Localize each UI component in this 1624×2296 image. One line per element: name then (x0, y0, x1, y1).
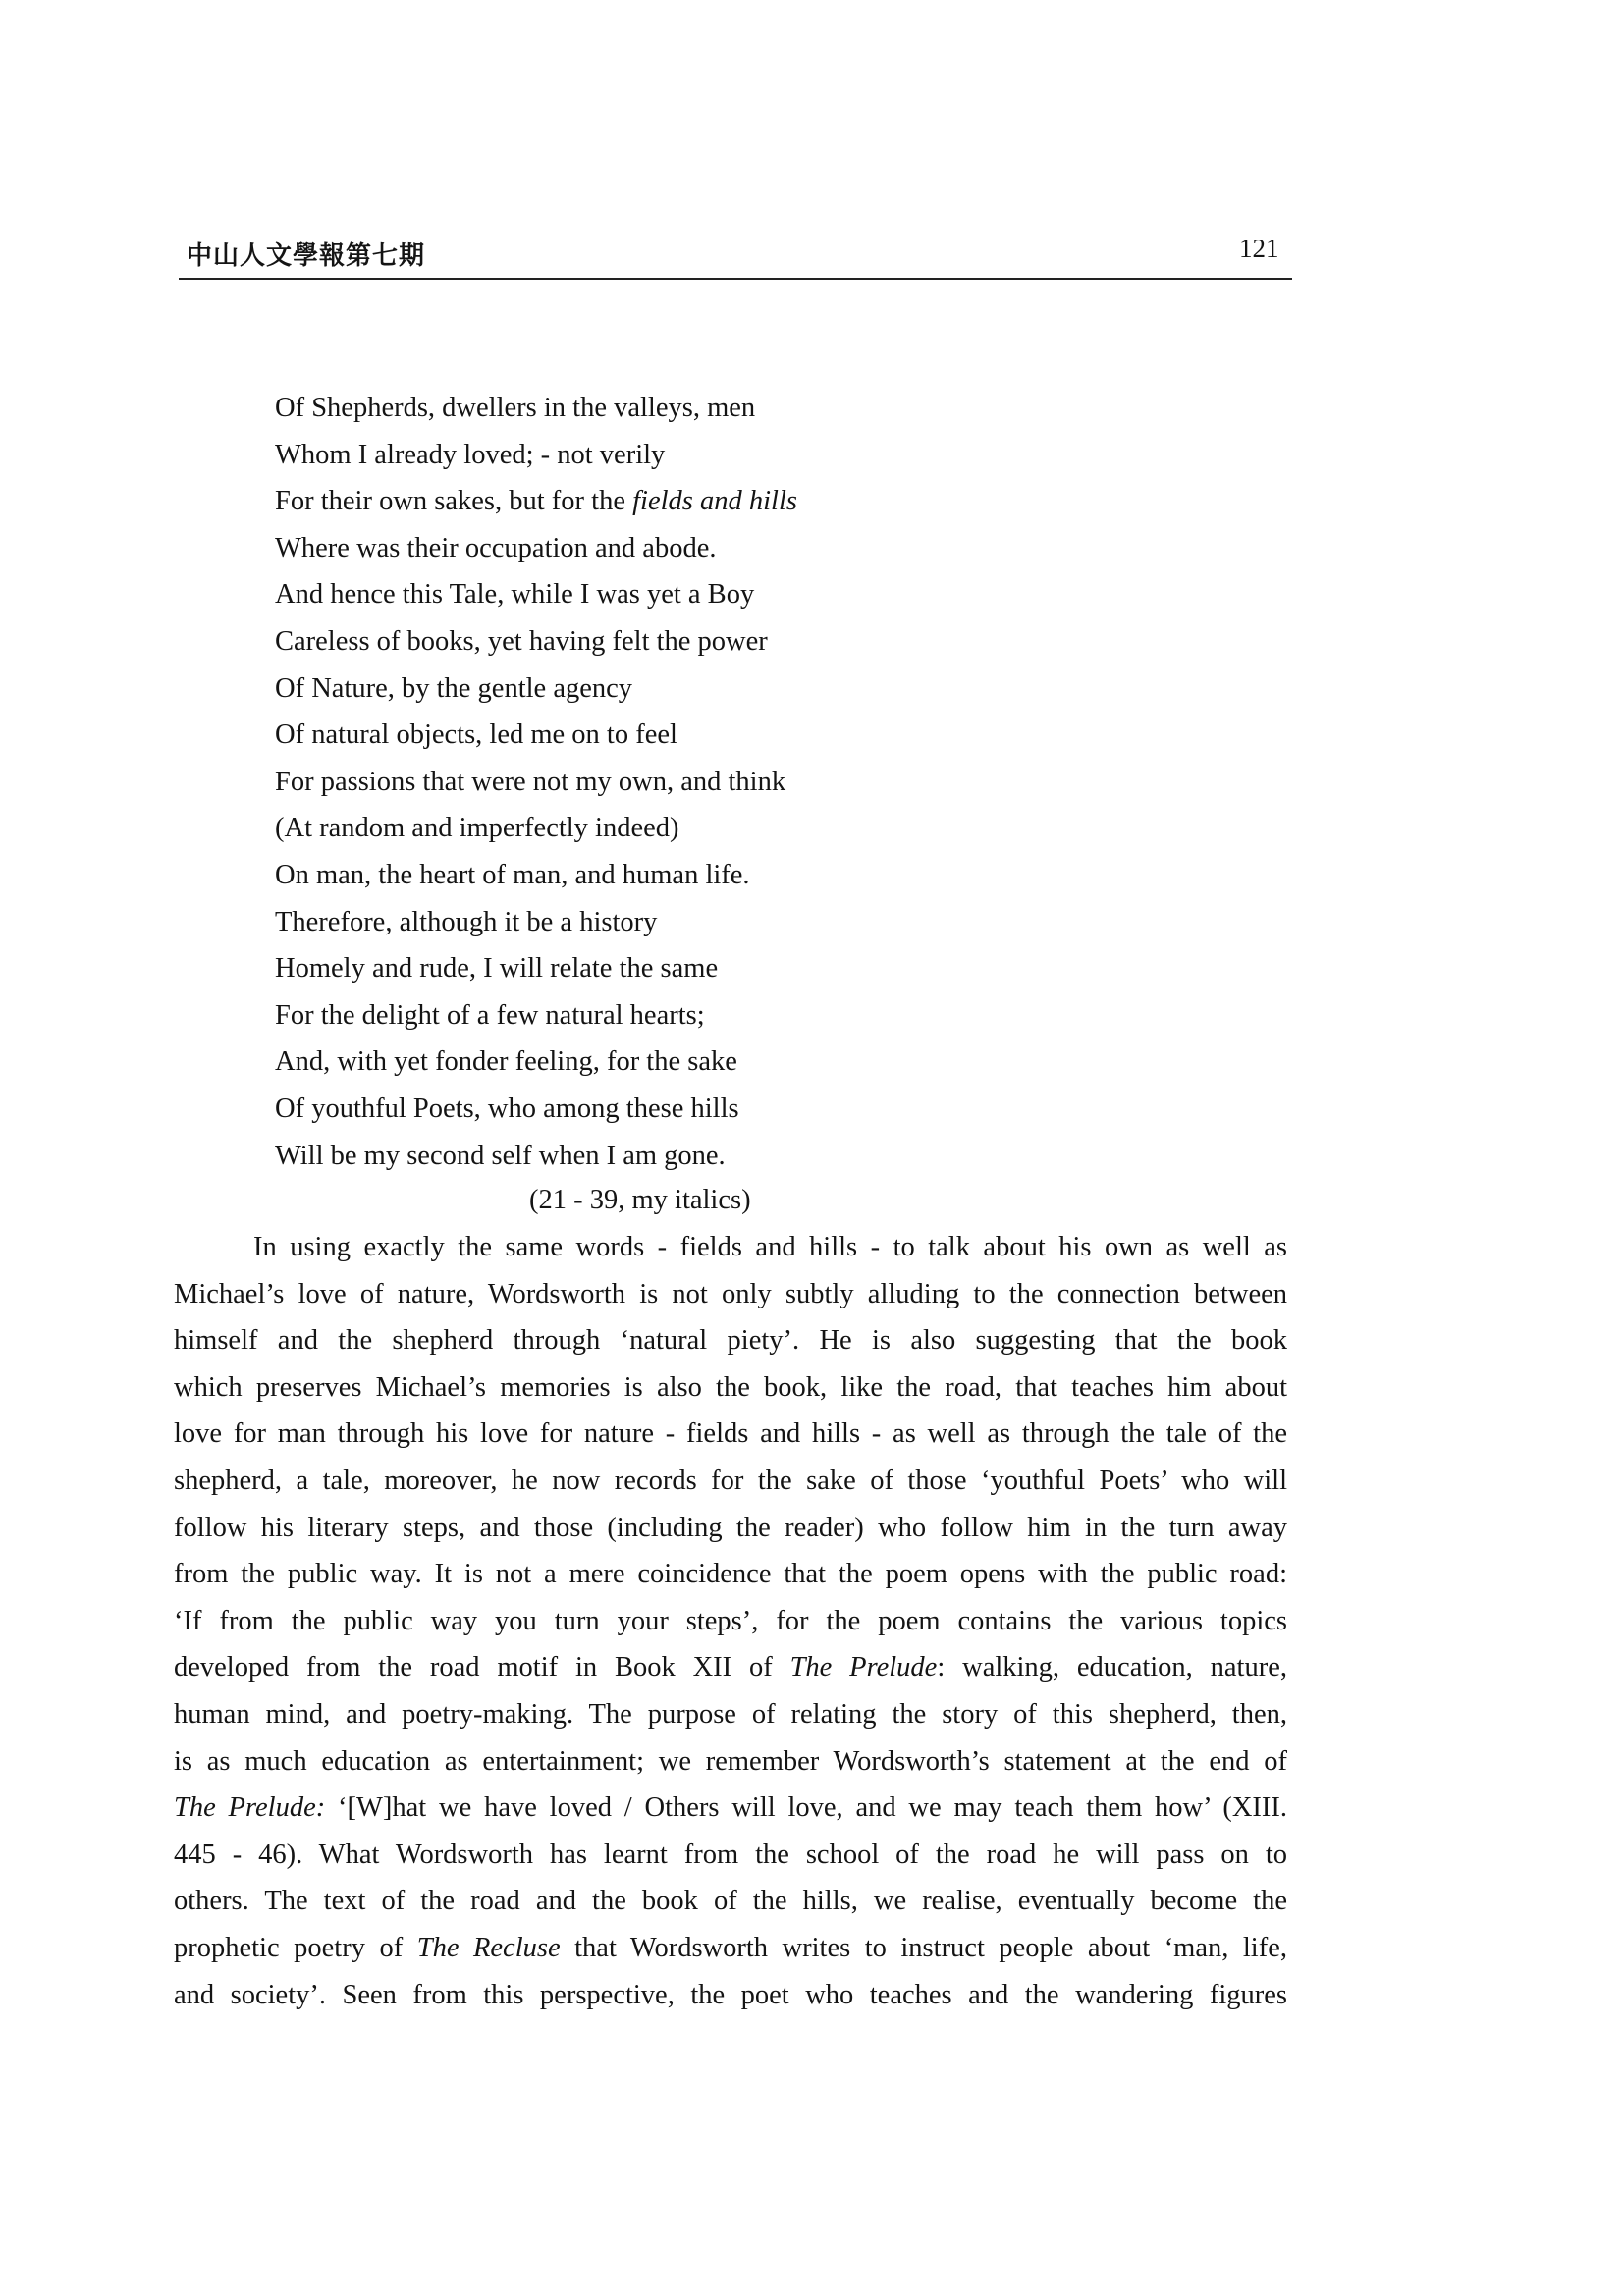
prose-line (174, 1832, 1287, 1879)
text-run: shepherd, a tale, moreover, he now records for the sake of those ‘youthful Poets’ who will (174, 1465, 1287, 1496)
italic-title: The Recluse (416, 1932, 561, 1963)
text-run: Therefore, although it be a history (275, 906, 658, 937)
text-run: And, with yet fonder feeling, for the sake (275, 1046, 737, 1078)
text-run: follow his literary steps, and those (including the reader) who follow him in the turn away (174, 1512, 1287, 1543)
prose-line (174, 1925, 1287, 1972)
poem-line (275, 618, 797, 666)
prose-line (174, 1785, 1287, 1832)
page-number: 121 (1239, 234, 1279, 263)
poem-line (275, 852, 797, 899)
text-run: others. The text of the road and the book of the hills, we realise, eventually become the (174, 1886, 1287, 1917)
text-run: 445 - 46). What Wordsworth has learnt from the school of the road he will pass on to (174, 1839, 1287, 1870)
poem-citation: (21 - 39, my italics) (529, 1185, 751, 1215)
text-run: Careless of books, yet having felt the power (275, 625, 768, 657)
text-run: Homely and rude, I will relate the same (275, 953, 719, 985)
text-run: developed from the road motif in Book XII of (174, 1652, 790, 1683)
text-run: Michael’s love of nature, Wordsworth is not only subtly alluding to the connection between (174, 1278, 1287, 1309)
text-run: ‘[W]hat we have loved / Others will love, and we may teach them how’ (XIII. (325, 1792, 1287, 1824)
text-run: which preserves Michael’s memories is also the book, like the road, that teaches him about (174, 1371, 1287, 1403)
poem-line (275, 899, 797, 946)
prose-line (174, 1364, 1287, 1412)
prose-line (174, 1972, 1287, 2019)
poem-line (275, 385, 797, 432)
poem-line (275, 571, 797, 618)
text-run: Of Nature, by the gentle agency (275, 672, 633, 704)
text-run: : walking, education, nature, (937, 1652, 1287, 1683)
poem-line (275, 478, 797, 525)
poem-line (275, 759, 797, 806)
text-run: And hence this Tale, while I was yet a Boy (275, 579, 755, 611)
poem-line (275, 432, 797, 479)
poem-line (275, 992, 797, 1040)
text-run: from the public way. It is not a mere coincidence that the poem opens with the public road: (174, 1559, 1287, 1590)
text-run: himself and the shepherd through ‘natural piety’. He is also suggesting that the book (174, 1325, 1287, 1357)
italic-title: The Prelude: (174, 1792, 326, 1824)
text-run: is as much education as entertainment; we remember Wordsworth’s statement at the end of (174, 1745, 1287, 1777)
text-run: and society’. Seen from this perspective, the poet who teaches and the wandering figures (174, 1979, 1287, 2010)
text-run: Where was their occupation and abode. (275, 532, 717, 563)
journal-title: 中山人文學報第七期 (187, 241, 426, 271)
poem-line (275, 712, 797, 759)
poem-line (275, 1086, 797, 1133)
poem-line (275, 1133, 797, 1180)
text-run: In using exactly the same words - fields and hills - to talk about his own as well as (253, 1232, 1287, 1262)
prose-line (174, 1458, 1287, 1505)
poem-line (275, 666, 797, 713)
poem-line (275, 1039, 797, 1086)
text-run: that Wordsworth writes to instruct people about ‘man, life, (560, 1932, 1287, 1963)
prose-line (174, 1551, 1287, 1598)
text-run: Of youthful Poets, who among these hills (275, 1093, 739, 1124)
text-run: (At random and imperfectly indeed) (275, 813, 679, 844)
poem-block-quote (275, 385, 797, 1179)
prose-line (174, 1738, 1287, 1786)
poem-line (275, 525, 797, 572)
prose-line (174, 1411, 1287, 1458)
text-run: prophetic poetry of (174, 1932, 417, 1963)
prose-line (174, 1878, 1287, 1925)
text-run: ‘If from the public way you turn your steps’, for the poem contains the various topics (174, 1605, 1287, 1636)
italic-title: fields and hills (632, 486, 797, 517)
text-run: For passions that were not my own, and think (275, 766, 786, 797)
text-run: Of Shepherds, dwellers in the valleys, men (275, 393, 756, 423)
text-run: love for man through his love for nature - fields and hills - as well as through the tale of the (174, 1418, 1287, 1450)
prose-line (174, 1224, 1287, 1271)
prose-line (174, 1691, 1287, 1738)
prose-line (174, 1505, 1287, 1552)
prose-line (174, 1598, 1287, 1645)
text-run: Whom I already loved; - not verily (275, 439, 666, 470)
text-run: For their own sakes, but for the (275, 486, 633, 517)
text-run: For the delight of a few natural hearts; (275, 999, 705, 1031)
text-run: On man, the heart of man, and human life. (275, 859, 750, 890)
header-rule (179, 278, 1292, 280)
prose-line (174, 1644, 1287, 1691)
poem-line (275, 945, 797, 992)
text-run: Of natural objects, led me on to feel (275, 720, 677, 751)
body-paragraph (174, 1224, 1287, 2018)
poem-line (275, 805, 797, 852)
prose-line (174, 1317, 1287, 1364)
italic-title: The Prelude (789, 1652, 938, 1683)
text-run: human mind, and poetry-making. The purpose of relating the story of this shepherd, then, (174, 1698, 1287, 1730)
prose-line (174, 1271, 1287, 1318)
text-run: Will be my second self when I am gone. (275, 1140, 726, 1171)
